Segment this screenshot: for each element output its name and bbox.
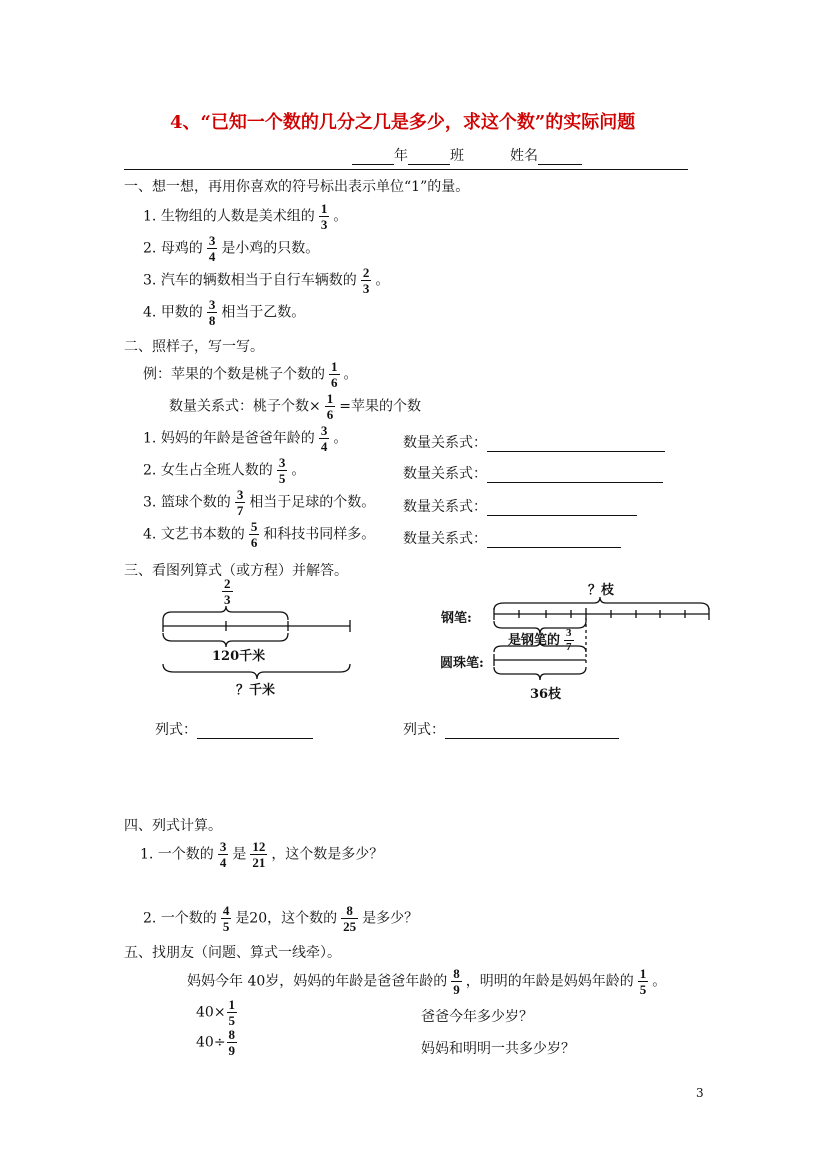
left-unknown-label: ？千米 xyxy=(236,683,276,698)
sec1-item-4: 4. 甲数的 $\frac{3}{8}$ 相当于乙数。 xyxy=(143,297,306,328)
page-title: 4、“已知一个数的几分之几是多少，求这个数”的实际问题 xyxy=(170,112,636,133)
relation-label: 是钢笔的 $\frac{3}{7}$ xyxy=(508,627,572,653)
sec4-question-2: 2. 一个数的 $\frac{4}{5}$ 是20，这个数的 $\frac{8}{25}$ 是多少？ xyxy=(143,903,419,934)
sec2-item-1: 1. 妈妈的年龄是爸爸年龄的 $\frac{3}{4}$ 。 xyxy=(143,423,348,454)
sec4-question-1: 1. 一个数的 $\frac{3}{4}$ 是 $\frac{12}{21}$ ，这个数是多少？ xyxy=(140,839,384,870)
match-question-2[interactable]: 妈妈和明明一共多少岁？ xyxy=(421,1041,575,1057)
fraction: $\frac{2}{3}$ xyxy=(362,265,370,296)
section-1-heading: 一、想一想，再用你喜欢的符号标出表示单位“1”的量。 xyxy=(124,179,470,195)
sec1-item-3: 3. 汽车的辆数相当于自行车辆数的 $\frac{2}{3}$ 。 xyxy=(143,265,390,296)
example-relation: 数量关系式：桃子个数× $\frac{1}{6}$ =苹果的个数 xyxy=(169,391,421,422)
left-diagram-fraction: $\frac{2}{3}$ xyxy=(224,576,231,607)
right-formula-line: 列式： xyxy=(403,719,619,739)
page-number: 3 xyxy=(696,1086,704,1100)
right-unknown-label: ？枝 xyxy=(588,583,615,598)
left-formula-blank[interactable] xyxy=(197,738,313,739)
sec2-item-2: 2. 女生占全班人数的 $\frac{3}{5}$ 。 xyxy=(143,455,306,486)
match-expression-1[interactable]: 40× $\frac{1}{5}$ xyxy=(196,997,236,1028)
right-formula-blank[interactable] xyxy=(445,738,619,739)
right-known-label: 36枝 xyxy=(530,687,562,702)
section-2-heading: 二、照样子，写一写。 xyxy=(124,339,264,355)
fraction: $\frac{1}{3}$ xyxy=(320,201,328,232)
section-5-heading: 五、找朋友（问题、算式一线牵）。 xyxy=(124,945,341,961)
left-known-label: 120千米 xyxy=(212,649,266,664)
fraction: $\frac{3}{4}$ xyxy=(208,233,216,264)
ballpen-label: 圆珠笔: xyxy=(440,656,484,671)
name-label: 姓名 xyxy=(510,148,538,164)
fraction: $\frac{5}{6}$ xyxy=(250,519,258,550)
fraction: $\frac{1}{6}$ xyxy=(331,359,338,390)
match-question-1[interactable]: 爸爸今年多少岁？ xyxy=(421,1009,533,1025)
sec5-story: 妈妈今年 40岁，妈妈的年龄是爸爸年龄的 $\frac{8}{9}$ ，明明的年龄是妈妈年龄的 $\frac{1}{5}$ 。 xyxy=(187,966,667,997)
relation-line-4: 数量关系式： xyxy=(403,528,621,548)
sec1-item-2: 2. 母鸡的 $\frac{3}{4}$ 是小鸡的只数。 xyxy=(143,233,320,264)
sec2-item-4: 4. 文艺书本数的 $\frac{5}{6}$ 和科技书同样多。 xyxy=(143,519,376,550)
relation-line-3: 数量关系式： xyxy=(403,496,637,516)
fraction: $\frac{3}{5}$ xyxy=(278,455,286,486)
pen-label: 钢笔: xyxy=(441,611,472,626)
year-label: 年 xyxy=(394,148,408,164)
sec1-item-1: 1. 生物组的人数是美术组的 $\frac{1}{3}$ 。 xyxy=(143,201,348,232)
example: 例：苹果的个数是桃子个数的 $\frac{1}{6}$ 。 xyxy=(143,359,358,390)
class-label: 班 xyxy=(450,148,464,164)
fraction: $\frac{3}{8}$ xyxy=(208,297,216,328)
fraction: $\frac{3}{4}$ xyxy=(320,423,328,454)
match-expression-2[interactable]: 40÷ $\frac{8}{9}$ xyxy=(196,1027,236,1058)
fraction: $\frac{1}{6}$ xyxy=(326,391,334,422)
relation-line-1: 数量关系式： xyxy=(403,432,665,452)
fraction: $\frac{3}{7}$ xyxy=(236,487,244,518)
section-3-heading: 三、看图列算式（或方程）并解答。 xyxy=(124,563,348,579)
section-4-heading: 四、列式计算。 xyxy=(124,818,222,834)
relation-line-2: 数量关系式： xyxy=(403,463,663,483)
sec2-item-3: 3. 篮球个数的 $\frac{3}{7}$ 相当于足球的个数。 xyxy=(143,487,376,518)
left-formula-line: 列式： xyxy=(155,719,313,739)
